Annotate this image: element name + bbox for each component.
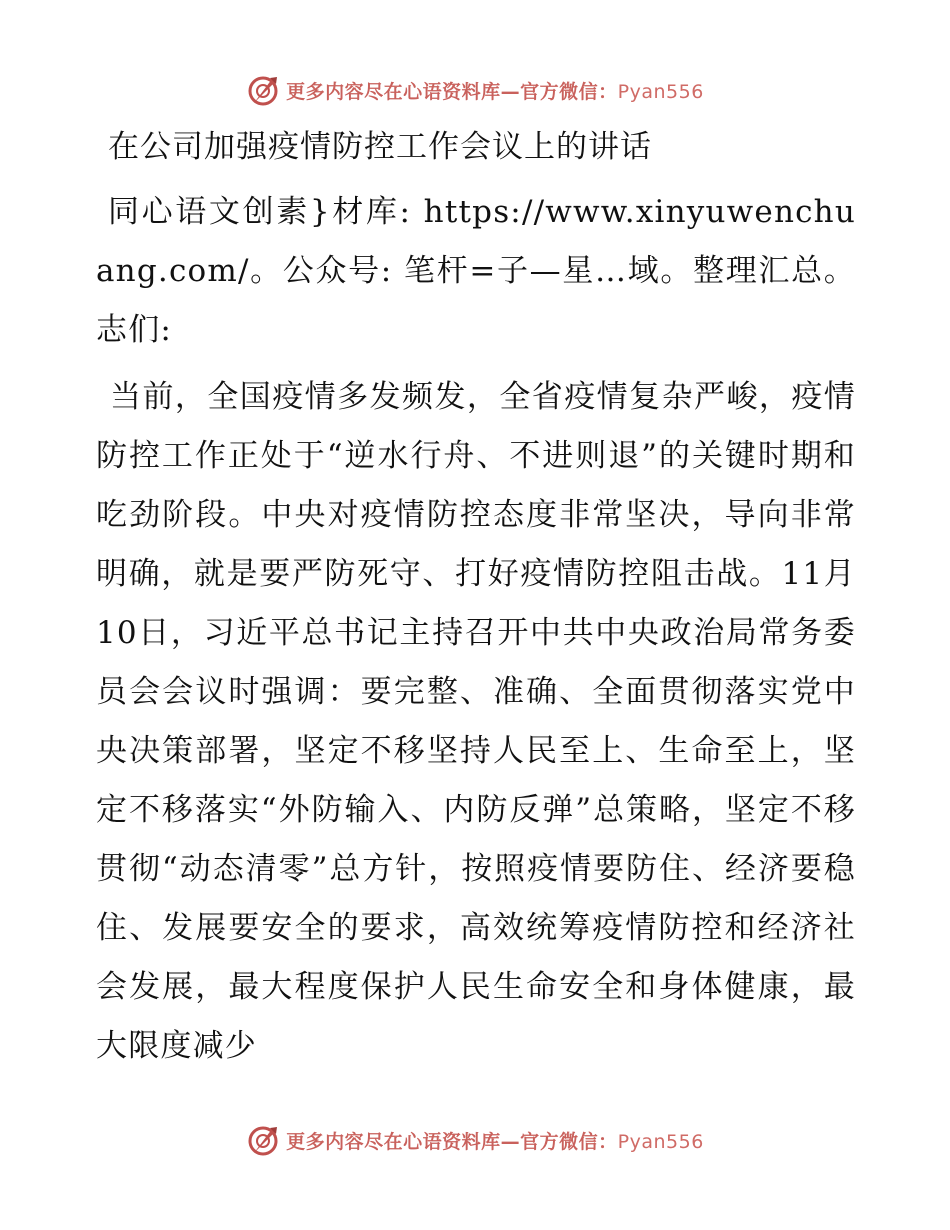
watermark-text-cn: 更多内容尽在心语资料库—官方微信： <box>286 1130 618 1153</box>
document-title: 在公司加强疫情防控工作会议上的讲话 <box>108 129 652 165</box>
body-paragraph: 当前，全国疫情多发频发，全省疫情复杂严峻，疫情防控工作正处于“逆水行舟、不进则退”的关键时期和吃劲阶段。中央对疫情防控态度非常坚决，导向非常明确，就是要严防死守、打好疫情防控阻击战。11月10日，习近平总书记主持召开中共中央政治局常务委员会会议时强调：要完整、准确、全面贯彻落实党中央决策部署，坚定不移坚持人民至上、生命至上，坚定不移落实“外防输入、内防反弹”总策略，坚定不移贯彻“动态清零”总方针，按照疫情要防住、经济要稳住、发展要安全的要求，高效统筹疫情防控和经济社会发展，最大程度保护人民生命安全和身体健康，最大限度减少 <box>96 379 856 1064</box>
quill-logo-icon <box>246 73 280 107</box>
footer-watermark <box>0 1120 950 1160</box>
document-body <box>96 118 856 1076</box>
source-line: 同心语文创素}材库: https://www.xinyuwenchuang.com/。公众号: 笔杆=子—星…域。整理汇总。志们: <box>96 194 856 348</box>
watermark-wechat-id: Pyan556 <box>617 1130 704 1153</box>
watermark-text <box>286 77 704 104</box>
quill-logo-icon <box>246 1123 280 1157</box>
watermark-wechat-id: Pyan556 <box>617 80 704 103</box>
watermark-text <box>286 1127 704 1154</box>
watermark-text-cn: 更多内容尽在心语资料库—官方微信： <box>286 80 618 103</box>
header-watermark <box>0 70 950 110</box>
